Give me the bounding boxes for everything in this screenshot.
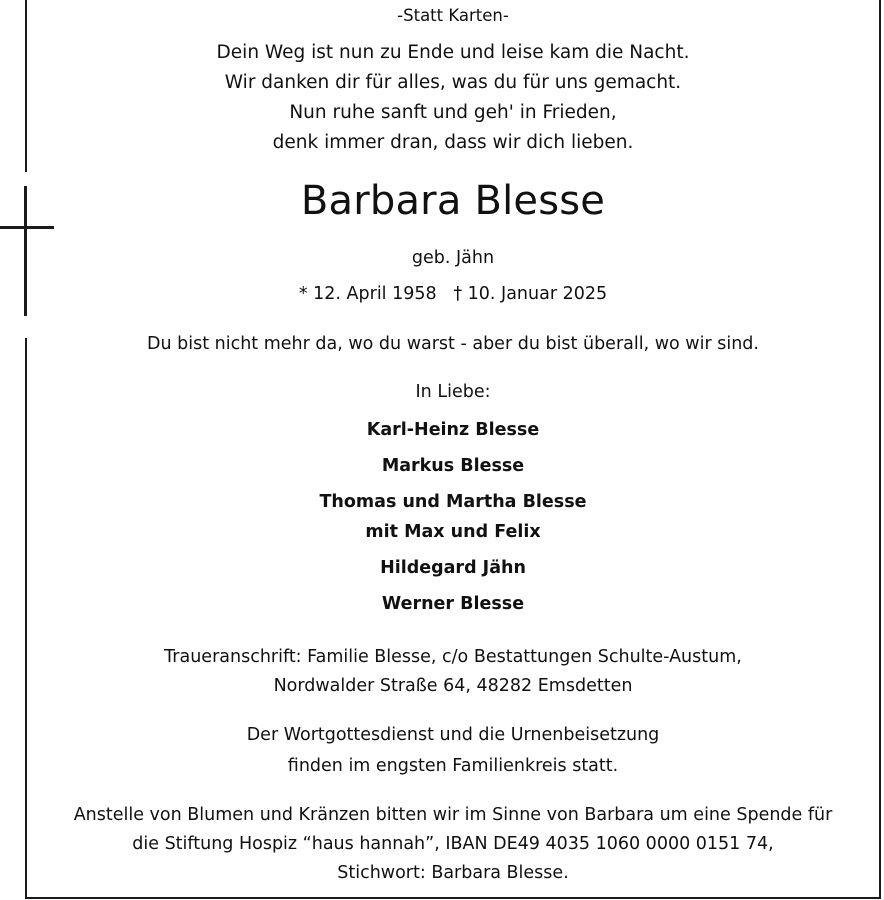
frame-right-border [879, 0, 881, 899]
address-line-1: Traueranschrift: Familie Blesse, c/o Bestattungen Schulte-Austum, [164, 647, 742, 667]
service-line-2: finden im engsten Familienkreis statt. [287, 756, 619, 776]
verse-line-2: Wir danken dir für alles, was du für uns gemacht. [224, 72, 682, 93]
mourner-name: mit Max und Felix [365, 522, 541, 542]
mourner-name: Hildegard Jähn [380, 558, 526, 578]
donation-line-3: Stichwort: Barbara Blesse. [337, 863, 569, 883]
mourner-name: Markus Blesse [381, 456, 525, 476]
mourner-name: Karl-Heinz Blesse [366, 420, 540, 440]
service-line-1: Der Wortgottesdienst und die Urnenbeisetzung [246, 725, 660, 745]
address-line-2: Nordwalder Straße 64, 48282 Emsdetten [273, 676, 633, 696]
donation-line-1: Anstelle von Blumen und Kränzen bitten wir im Sinne von Barbara um eine Spende für [73, 805, 833, 825]
verse-line-4: denk immer dran, dass wir dich lieben. [272, 132, 634, 153]
donation-line-2: die Stiftung Hospiz “haus hannah”, IBAN DE49 4035 1060 0000 0151 74, [132, 834, 774, 854]
mourner-name: Thomas und Martha Blesse [319, 492, 587, 512]
statt-karten-header: -Statt Karten- [397, 6, 509, 25]
mourner-name: Werner Blesse [381, 594, 525, 614]
verse-line-1: Dein Weg ist nun zu Ende und leise kam die Nacht. [216, 42, 690, 63]
mourners-heading: In Liebe: [415, 382, 491, 402]
deceased-name: Barbara Blesse [300, 178, 606, 224]
verse-line-3: Nun ruhe sanft und geh' in Frieden, [289, 102, 617, 123]
frame-bottom-border [25, 897, 881, 899]
maiden-name: geb. Jähn [411, 248, 495, 268]
life-dates: * 12. April 1958 † 10. Januar 2025 [298, 284, 608, 304]
memorial-quote: Du bist nicht mehr da, wo du warst - aber du bist überall, wo wir sind. [147, 334, 759, 354]
